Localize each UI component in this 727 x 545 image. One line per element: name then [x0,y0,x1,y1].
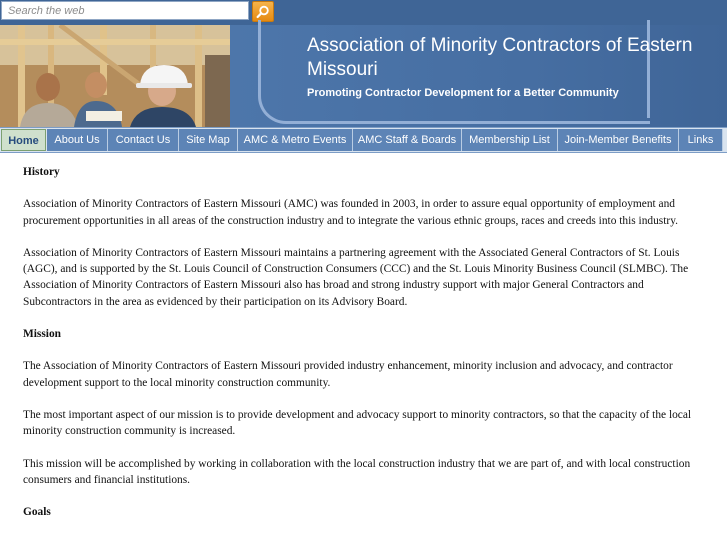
header-photo [0,25,230,127]
mission-paragraph-2: The most important aspect of our mission is to provide development and advocacy support to minority contractors, so that the capacity of the local minority construction community is increased. [23,408,692,438]
history-heading: History [23,166,60,178]
mission-heading: Mission [23,327,61,340]
history-paragraph-1: Association of Minority Contractors of Eastern Missouri (AMC) was founded in 2003, in order to assure equal opportunity of employment and procurement opportunities in all areas of the construction industry and to integrate the various ethnic groups, races and creeds into this industry. [23,198,678,227]
nav-membership-list[interactable]: Membership List [462,129,558,151]
nav-contact-us[interactable]: Contact Us [108,129,179,151]
main-nav [0,127,727,153]
nav-member-benefits[interactable]: Join-Member Benefits [558,129,679,151]
nav-about-us[interactable]: About Us [47,129,108,151]
search-icon [256,5,270,19]
nav-staff-boards[interactable]: AMC Staff & Boards [353,129,462,151]
site-title: Association of Minority Contractors of Eastern Missouri [307,35,693,80]
history-paragraph-2: Association of Minority Contractors of Eastern Missouri maintains a partnering agreement with the Associated General Contractors of St. Louis (AGC), and is supported by the St. Louis Council of Construction Consumers (CCC) and the St. Louis Minority Business Council (SLMBC). The Association of Minority Contractors of Eastern Missouri also has broad and strong industry support with major General Contractors and Subcontractors in the area as evidenced by their participation on its Advisory Board. [23,246,689,308]
search-input[interactable] [1,1,249,20]
search-button[interactable] [252,1,274,22]
nav-links[interactable]: Links [679,129,723,151]
nav-home[interactable]: Home [1,129,46,151]
goals-heading: Goals [23,506,51,519]
site-header [0,0,727,127]
nav-site-map[interactable]: Site Map [179,129,238,151]
nav-events[interactable]: AMC & Metro Events [238,129,353,151]
main-content [23,164,703,537]
site-tagline: Promoting Contractor Development for a Better Community [307,87,619,99]
mission-paragraph-3: This mission will be accomplished by working in collaboration with the local construction industry that we are part of, and with local construction consumers and financial institutions. [23,457,691,486]
mission-paragraph-1: The Association of Minority Contractors of Eastern Missouri provided industry enhancement, minority inclusion and advocacy, and contractor development support to the local minority construction community. [23,360,673,389]
